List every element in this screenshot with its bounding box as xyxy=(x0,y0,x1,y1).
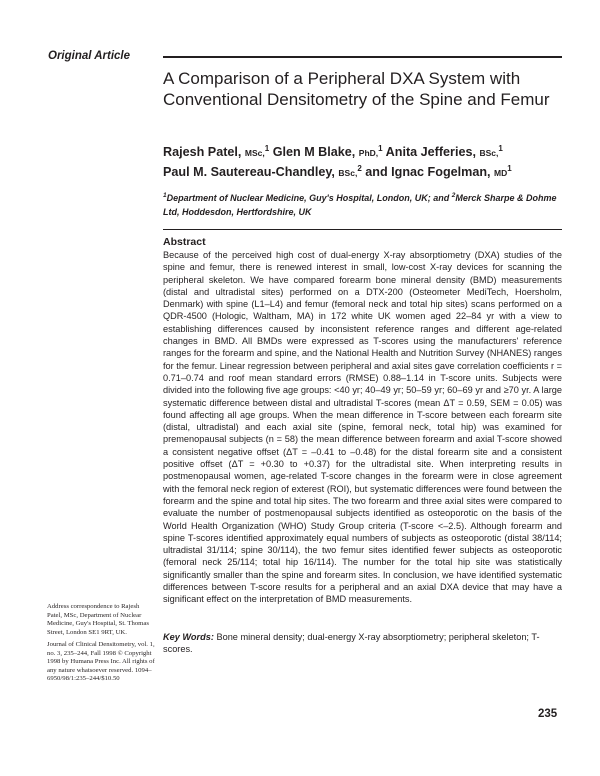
journal-citation-note: Journal of Clinical Densitometry, vol. 1, no. 3, 235–244, Fall 1998 © Copyright 1998 by Humana Press Inc. All rights of any nature whatsoever reserved. 1094–6950/98/1:235–244/$10.50 xyxy=(47,641,155,683)
section-rule xyxy=(163,229,562,230)
correspondence-note: Address correspondence to Rajesh Patel, MSc, Department of Nuclear Medicine, Guy's Hospital, St. Thomas Street, London SE1 9RT, UK. xyxy=(47,603,149,636)
author-affiliation-mark: 2 xyxy=(357,164,362,173)
affiliation-text: Department of Nuclear Medicine, Guy's Hospital, London, UK; and xyxy=(166,193,452,203)
author-credential: MD xyxy=(494,168,508,178)
article-title: A Comparison of a Peripheral DXA System with Conventional Densitometry of the Spine and Femur xyxy=(163,69,550,109)
author-list xyxy=(163,143,563,183)
author-credential: BSc, xyxy=(338,168,358,178)
keywords xyxy=(163,631,562,656)
article-type-label: Original Article xyxy=(48,50,131,62)
affiliation-mark: 2 xyxy=(451,192,456,199)
keywords-text: Bone mineral density; dual-energy X-ray absorptiometry; peripheral skeleton; T-scores. xyxy=(163,632,540,655)
page-number: 235 xyxy=(538,708,558,720)
abstract-body: Because of the perceived high cost of dual-energy X-ray absorptiometry (DXA) studies of the spine and femur, there is renewed interest in small, low-cost X-ray devices for scanning the peripheral skeleton. We have compared forearm bone mineral density (BMD) measurements (distal and ultradistal sites) performed on a DTX-200 (Osteometer MediTech, Hoersholm, Denmark) with spine (L1–L4) and femur (femoral neck and total hip sites) scans performed on a QDR-4500 (Hologic, Waltham, MA) in 172 white UK women aged 22–84 yr with a view to establishing differences caused by inconsistent reference ranges and different age-related changes in BMD. All BMDs were expressed as T-scores using the manufacturers' reference ranges for the forearm and spine, and the National Health and Nutrition Survey (NHANES) ranges for the femur. Linear regression between peripheral and axial sites gave correlation coefficients r = 0.71–0.74 and roof mean standard errors (RMSE) 0.88–1.14 in T-score units. Subjects were divided into the following five age groups: <40 yr; 40–49 yr; 50–59 yr; 60–69 yr and ≥70 yr. A large systematic difference between distal and ultradistal T-scores (mean ΔT = 0.59, SEM = 0.05) was found affecting all age groups. When the mean difference in T-score between each forearm site (distal, ultradistal) and each axial site (spine, femoral neck, total hip) was examined for premenopausal subjects (n = 58) the mean difference between forearm and axial T-score showed a consistent negative offset (ΔT = –0.41 to –0.48) for the distal forearm site and a consistent positive offset (ΔT = +0.30 to +0.37) for the ultradistal site. When interpreting results in postmenopausal women, age-related T-score changes in the forearm were in close agreement with the femoral neck region of exterest (ROI), but systematic differences were found between the forearm and the spine and total hip sites. The two forearm and three axial sites were compared to evaluate the number of postmenopausal subjects identified as osteoporotic on the basis of the World Health Organization (WHO) Study Group criteria (T-score <–2.5). Although forearm and spine T-scores identified approximately equal numbers of subjects as osteoporotic (distal 38/114; ultradistal 31/114; spine 30/114), the two femur sites identified fewer subjects as osteoporotic (femoral neck 25/114; total hip 16/114). The number for the total hip site was statistically significantly smaller than the spine and forearm sites. In conclusion, we have identified systematic differences between T-score results for a peripheral and an axial DXA device that may have a significant effect on the interpretation of BMD measurements. xyxy=(163,250,562,605)
author-name: Glen M Blake, xyxy=(272,145,356,159)
author-name: Rajesh Patel, xyxy=(163,145,242,159)
author-affiliation-mark: 1 xyxy=(507,164,512,173)
author-affiliation-mark: 1 xyxy=(498,144,503,153)
affiliations xyxy=(163,191,563,219)
author-affiliation-mark: 1 xyxy=(264,144,270,153)
author-name: and Ignac Fogelman, xyxy=(365,165,491,179)
author-name: Paul M. Sautereau-Chandley, xyxy=(163,165,335,179)
author-affiliation-mark: 1 xyxy=(378,144,383,153)
affiliation-mark: 1 xyxy=(163,192,167,199)
header-rule xyxy=(163,56,562,58)
affiliation-text: Merck Sharpe & Dohme Ltd, Hoddesdon, Hertfordshire, UK xyxy=(163,193,557,217)
abstract-heading: Abstract xyxy=(163,236,206,248)
author-credential: BSc, xyxy=(479,148,499,158)
keywords-label: Key Words: xyxy=(163,632,214,642)
author-credential: MSc, xyxy=(244,148,265,158)
author-name: Anita Jefferies, xyxy=(385,145,476,159)
author-credential: PhD, xyxy=(358,148,379,158)
